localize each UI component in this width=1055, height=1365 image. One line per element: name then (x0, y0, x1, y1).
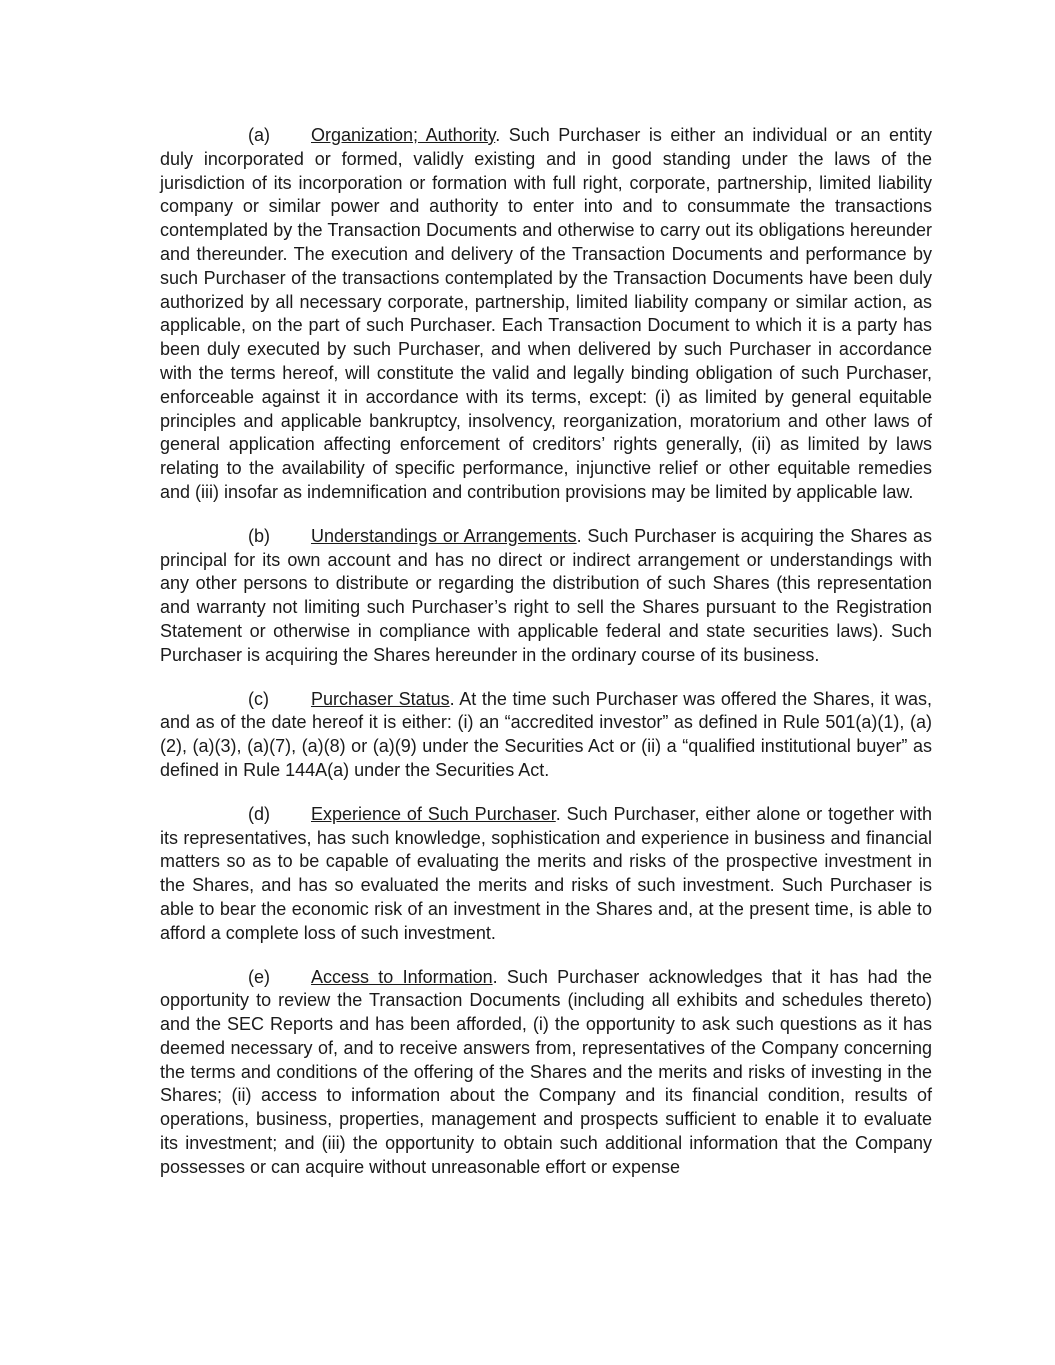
section-number: (d) (248, 803, 270, 824)
section-e (160, 966, 932, 1180)
section-body: . Such Purchaser acknowledges that it has had the opportunity to review the Transaction Documents (including all exhibits and schedules thereto) and the SEC Reports and has been afforded, (i) the opportunity to ask such questions as it has deemed necessary of, and to receive answers from, representatives of the Company concerning the terms and conditions of the offering of the Shares and the merits and risks of investing in the Shares; (ii) access to information about the Company and its financial condition, results of operations, business, properties, management and prospects sufficient to enable it to evaluate its investment; and (iii) the opportunity to obtain such additional information that the Company possesses or can acquire without unreasonable effort or expense (160, 966, 932, 1177)
section-heading: Organization; Authority (311, 125, 496, 145)
section-body: . At the time such Purchaser was offered the Shares, it was, and as of the date hereof it is either: (i) an “accredited investor” as defined in Rule 501(a)(1), (a)(2), (a)(3), (a)(7), (a)(8) or (a)(9) under the Securities Act or (ii) a “qualified institutional buyer” as defined in Rule 144A(a) under the Securities Act. (160, 688, 932, 780)
section-a (160, 124, 932, 505)
section-d (160, 803, 932, 946)
section-b (160, 525, 932, 668)
section-number: (a) (248, 125, 270, 145)
document-page (160, 124, 932, 1200)
section-heading: Understandings or Arrangements (311, 525, 577, 546)
section-number: (c) (248, 688, 269, 709)
section-heading: Experience of Such Purchaser (311, 803, 556, 824)
section-number: (b) (248, 525, 270, 546)
section-heading: Purchaser Status (311, 688, 450, 709)
section-number: (e) (248, 966, 270, 987)
section-c (160, 688, 932, 783)
section-body: . Such Purchaser, either alone or together with its representatives, has such knowledge, sophistication and experience in business and financial matters so as to be capable of evaluating the merits and risks of the prospective investment in the Shares, and has so evaluated the merits and risks of such investment. Such Purchaser is able to bear the economic risk of an investment in the Shares and, at the present time, is able to afford a complete loss of such investment. (160, 803, 932, 943)
section-body: . Such Purchaser is either an individual or an entity duly incorporated or formed, validly existing and in good standing under the laws of the jurisdiction of its incorporation or formation with full right, corporate, partnership, limited liability company or similar power and authority to enter into and to consummate the transactions contemplated by the Transaction Documents and otherwise to carry out its obligations hereunder and thereunder. The execution and delivery of the Transaction Documents and performance by such Purchaser of the transactions contemplated by the Transaction Documents have been duly authorized by all necessary corporate, partnership, limited liability company or similar action, as applicable, on the part of such Purchaser. Each Transaction Document to which it is a party has been duly executed by such Purchaser, and when delivered by such Purchaser in accordance with the terms hereof, will constitute the valid and legally binding obligation of such Purchaser, enforceable against it in accordance with its terms, except: (i) as limited by general equitable principles and applicable bankruptcy, insolvency, reorganization, moratorium and other laws of general application affecting enforcement of creditors’ rights generally, (ii) as limited by laws relating to the availability of specific performance, injunctive relief or other equitable remedies and (iii) insofar as indemnification and contribution provisions may be limited by applicable law. (160, 125, 932, 502)
section-body: . Such Purchaser is acquiring the Shares as principal for its own account and has no direct or indirect arrangement or understandings with any other persons to distribute or regarding the distribution of such Shares (this representation and warranty not limiting such Purchaser’s right to sell the Shares pursuant to the Registration Statement or otherwise in compliance with applicable federal and state securities laws). Such Purchaser is acquiring the Shares hereunder in the ordinary course of its business. (160, 525, 933, 665)
section-heading: Access to Information (311, 966, 493, 987)
